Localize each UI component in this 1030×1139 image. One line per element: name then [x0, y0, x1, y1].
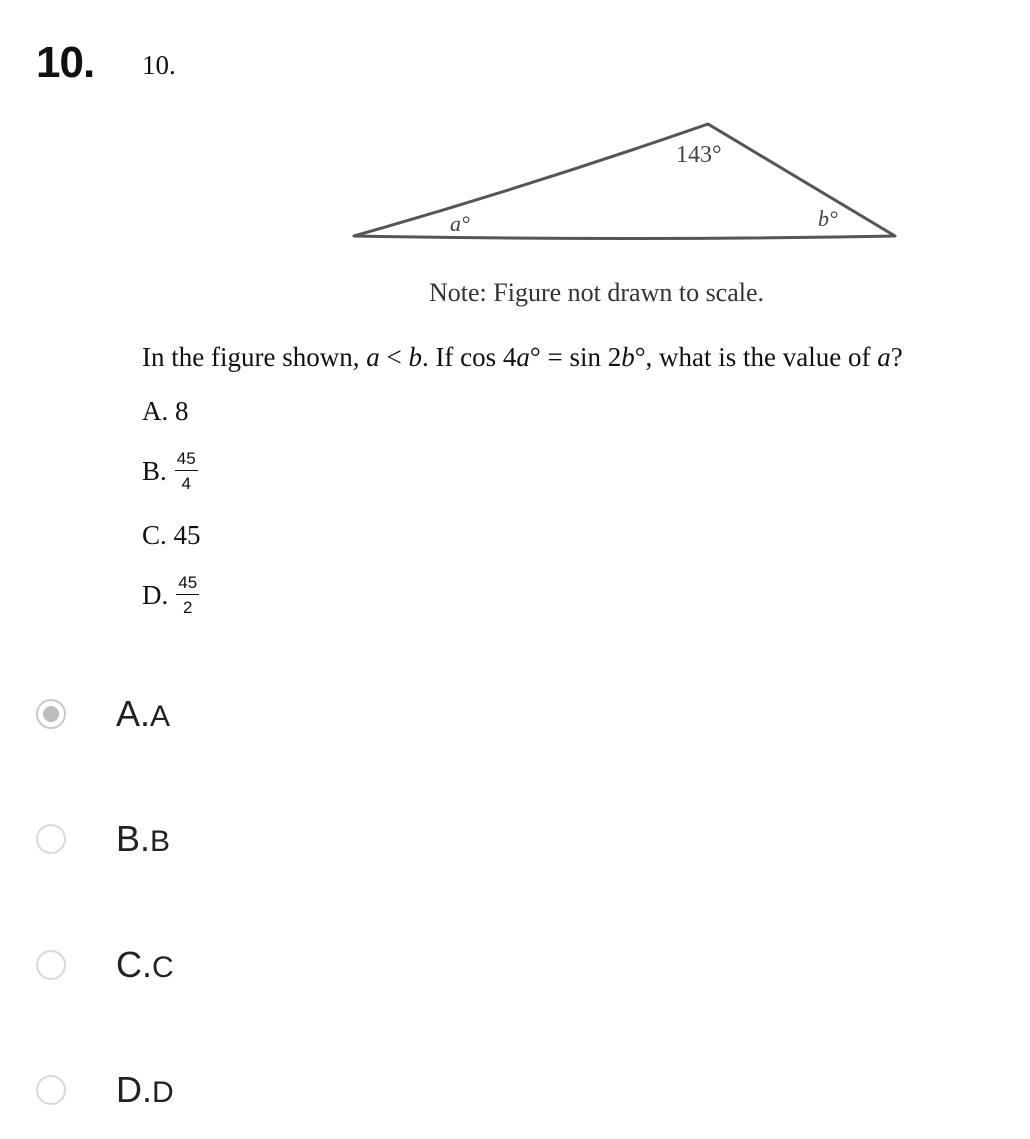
- radio-button-b[interactable]: [36, 824, 66, 854]
- answer-option-d-label: D.D: [116, 1069, 174, 1110]
- triangle-shape: [354, 124, 895, 239]
- question-inner-number: 10.: [142, 50, 176, 80]
- question-number: 10.: [36, 38, 95, 87]
- angle-label-143: 143°: [676, 142, 722, 168]
- fraction-45-over-4: $\frac{45}{4}$: [176, 449, 196, 493]
- fraction-45-over-2: $\frac{45}{2}$: [178, 573, 198, 617]
- angle-label-b: b°: [818, 206, 838, 231]
- choice-d: D. $\frac{45}{2}$: [142, 573, 198, 617]
- radio-button-c[interactable]: [36, 950, 66, 980]
- question-content: [142, 50, 1022, 617]
- answer-option-a[interactable]: [36, 693, 171, 734]
- answer-option-b[interactable]: [36, 818, 171, 859]
- figure-note: Note: Figure not drawn to scale.: [429, 278, 765, 307]
- radio-selected-dot: [43, 706, 59, 722]
- question-stem: In the figure shown, a < b. If cos 4a° = sin 2b°, what is the value of a?: [142, 342, 903, 372]
- answer-option-c-label: C.C: [116, 944, 174, 985]
- answer-option-c[interactable]: [36, 944, 174, 985]
- answer-option-b-label: B.B: [116, 818, 171, 859]
- answer-option-d[interactable]: [36, 1069, 174, 1110]
- radio-button-d[interactable]: [36, 1075, 66, 1105]
- choice-b: B. $\frac{45}{4}$: [142, 449, 196, 493]
- choice-a: A. 8: [142, 396, 189, 426]
- answer-option-a-label: A.A: [116, 693, 171, 734]
- angle-label-a: a°: [450, 211, 470, 236]
- radio-button-a[interactable]: [36, 699, 66, 729]
- choice-c: C. 45: [142, 520, 201, 550]
